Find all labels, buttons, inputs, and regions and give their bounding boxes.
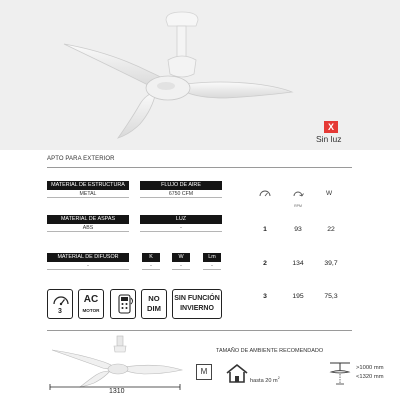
remote-control-icon [111, 290, 137, 318]
spec-lm-label: Lm [203, 253, 221, 262]
feature-motor [78, 289, 104, 319]
spec-diffuser-value: - [47, 262, 129, 270]
feature-winter-text [173, 294, 221, 314]
divider-bottom [47, 330, 352, 331]
rpm-header [290, 186, 306, 208]
feature-speeds-count: 3 [58, 308, 62, 315]
ceiling-height-max: <1320 mm [356, 374, 384, 380]
speed-1: 1 [263, 226, 267, 233]
rpm-label: RPM [294, 204, 302, 208]
room-area-text: hasta 20 m [250, 377, 278, 384]
room-size-title: TAMAÑO DE AMBIENTE RECOMENDADO [216, 348, 324, 354]
feature-dim-line1: NO [148, 294, 160, 303]
speed-3: 3 [263, 293, 267, 300]
spec-structure-label: MATERIAL DE ESTRUCTURA [47, 181, 129, 190]
spec-airflow-label: FLUJO DE AIRE [140, 181, 222, 190]
speed-gauge-icon [258, 188, 272, 198]
spec-structure-value: METAL [47, 190, 129, 198]
feature-dim [141, 289, 167, 319]
house-icon [224, 362, 250, 384]
feature-motor-type: AC [83, 294, 99, 305]
spec-w-value: - [172, 262, 190, 270]
feature-remote [110, 289, 136, 319]
rpm-1: 93 [294, 226, 302, 233]
outdoor-label: APTO PARA EXTERIOR [47, 156, 115, 162]
spec-blades-value: ABS [47, 224, 129, 232]
rpm-2: 134 [292, 260, 304, 267]
spec-k-label: K [142, 253, 160, 262]
feature-dim-line2: DIM [147, 304, 161, 313]
watts-header: W [326, 190, 333, 197]
speed-2: 2 [263, 260, 267, 267]
ceiling-height-min: >1000 mm [356, 365, 384, 371]
spec-w-label: W [172, 253, 190, 262]
spec-light-value: - [140, 224, 222, 232]
spec-light-label: LUZ [140, 215, 222, 224]
feature-speeds [47, 289, 73, 319]
watts-3: 75,3 [324, 293, 338, 300]
feature-winter-line2: INVIERNO [180, 305, 214, 312]
fan-dimension-drawing [40, 334, 210, 394]
watts-2: 39,7 [324, 260, 338, 267]
divider-top [47, 167, 352, 168]
no-light-badge: X [324, 121, 338, 133]
spec-diffuser-label: MATERIAL DE DIFUSOR [47, 253, 129, 262]
feature-motor-label: MOTOR [82, 308, 100, 313]
watts-1: 22 [327, 226, 335, 233]
feature-winter-line1: SIN FUNCIÓN [174, 295, 220, 302]
ceiling-height-icon [328, 360, 352, 386]
product-hero [0, 0, 400, 150]
rpm-3: 195 [292, 293, 304, 300]
fan-diameter: 1310 [109, 388, 125, 395]
spec-k-value: - [142, 262, 160, 270]
feature-winter [172, 289, 222, 319]
spec-airflow-value: 6750 CFM [140, 190, 222, 198]
speedometer-icon [48, 291, 74, 309]
spec-blades-label: MATERIAL DE ASPAS [47, 215, 129, 224]
room-area [250, 376, 280, 384]
rotation-icon [290, 190, 306, 199]
feature-dim-text [142, 294, 166, 314]
room-area-unit-sup: 2 [277, 376, 280, 380]
room-size-badge: M [196, 364, 212, 380]
fan-illustration [0, 0, 400, 150]
spec-lm-value: - [203, 262, 221, 270]
no-light-label: Sin luz [316, 134, 342, 144]
